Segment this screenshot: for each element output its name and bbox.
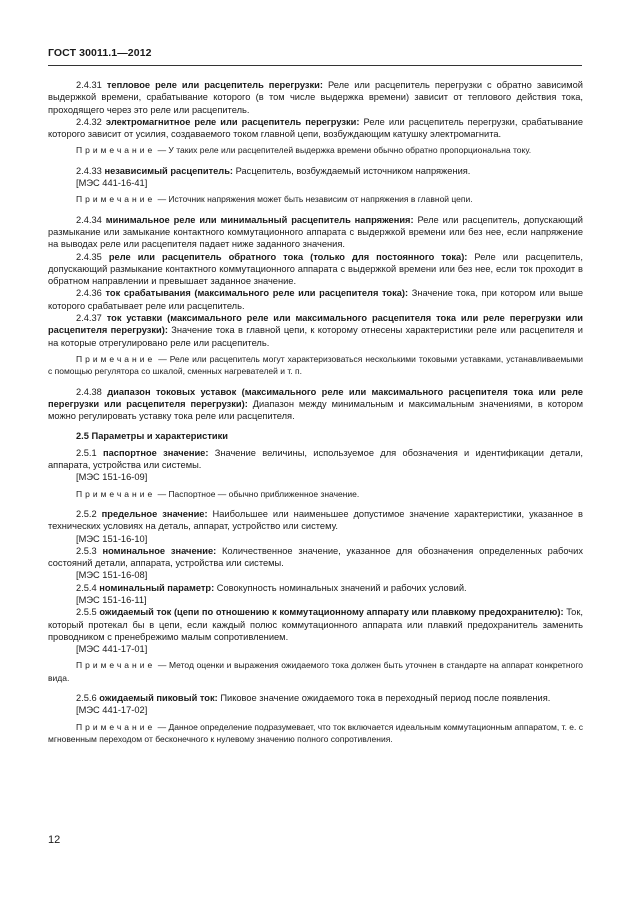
note: Примечание — Источник напряжения может быть независим от напряжения в главной цепи.	[76, 194, 473, 205]
reference: [МЭС 441-17-02]	[76, 705, 148, 716]
note: Примечание — Реле или расцепитель могут характеризоваться несколькими токовыми уставками, устанавливаемыми с помощью регулятора со шкалой, сменных нагревателей и т. п.	[48, 353, 583, 377]
document-body	[48, 79, 583, 745]
reference: [МЭС 151-16-11]	[76, 594, 147, 605]
clause-2-4-31: 2.4.31 тепловое реле или расцепитель перегрузки: Реле или расцепитель перегрузки с обратно зависимой выдержкой времени, срабатывание которого (в том числе выдержка времени) зависит от теплового действия тока, проходящего через это реле или расцепитель.	[48, 80, 583, 115]
reference: [МЭС 151-16-10]	[76, 533, 148, 544]
clause-2-5-6: 2.5.6 ожидаемый пиковый ток: Пиковое значение ожидаемого тока в переходный период после появления.	[76, 693, 551, 704]
clause-2-5-5: 2.5.5 ожидаемый ток (цепи по отношению к коммутационному аппарату или плавкому предохранителю): Ток, который протекал бы в цепи, если каждый полюс коммутационного аппарата или плавкий предохранитель заменить проводником с пренебрежимо малым сопротивлением.	[48, 607, 583, 642]
clause-2-5-4: 2.5.4 номинальный параметр: Совокупность номинальных значений и рабочих условий.	[76, 582, 467, 593]
note: Примечание — Метод оценки и выражения ожидаемого тока должен быть уточнен в стандарте на аппарат конкретного вида.	[48, 660, 583, 683]
document-header: ГОСТ 30011.1—2012	[48, 47, 152, 59]
clause-2-5-3: 2.5.3 номинальное значение: Количественное значение, указанное для обозначения определенных рабочих состояний детали, аппарата, устройства или системы.	[48, 545, 583, 569]
clause-2-4-38: 2.4.38 диапазон токовых уставок (максимального реле или максимального расцепителя тока или реле перегрузки или расцепителя перегрузки): Диапазон между минимальным и максимальным значениями, в котором можно регулировать уставку тока реле или расцепителя.	[48, 386, 583, 422]
reference: [МЭС 441-16-41]	[76, 178, 148, 189]
section-heading: 2.5 Параметры и характеристики	[76, 431, 228, 442]
clause-2-4-34: 2.4.34 минимальное реле или минимальный расцепитель напряжения: Реле или расцепитель, допускающий размыкание или замыкание контактного коммутационного аппарата с выдержкой времени или без нее, если напряжение на выводах реле или расцепителя падает ниже заданного значения.	[48, 214, 583, 250]
reference: [МЭС 151-16-08]	[76, 570, 148, 581]
clause-2-4-37: 2.4.37 ток уставки (максимального реле или максимального расцепителя тока или реле перегрузки или расцепителя перегрузки): Значение тока в главной цепи, к которому отнесены характеристики реле или расцепителя и на которые отрегулировано реле или расцепитель.	[48, 313, 583, 348]
note: Примечание — Паспортное — обычно приближенное значение.	[76, 488, 360, 499]
note: Примечание — У таких реле или расцепителей выдержка времени обычно обратно пропорциональна току.	[76, 145, 532, 156]
note: Примечание — Данное определение подразумевает, что ток включается идеальным коммутационным аппаратом, т. е. с мгновенным переходом от бесконечного к нулевому значению полного сопротивления.	[48, 721, 583, 744]
page-number: 12	[48, 834, 61, 846]
reference: [МЭС 151-16-09]	[76, 472, 148, 483]
clause-2-4-35: 2.4.35 реле или расцепитель обратного тока (только для постоянного тока): Реле или расцепитель, допускающий размыкание контактного коммутационного аппарата с выдержкой времени или без нее, если ток проходит в обратном направлении и превышает заданное значение.	[48, 251, 583, 287]
clause-2-4-33: 2.4.33 независимый расцепитель: Расцепитель, возбуждаемый источником напряжения.	[76, 165, 471, 176]
header-rule	[48, 65, 582, 66]
reference: [МЭС 441-17-01]	[76, 644, 148, 655]
clause-2-5-1: 2.5.1 паспортное значение: Значение величины, используемое для обозначения и идентификации детали, аппарата, устройства или системы.	[48, 447, 583, 471]
clause-2-4-36: 2.4.36 ток срабатывания (максимального реле или расцепителя тока): Значение тока, при котором или выше которого срабатывает реле или расцепитель.	[48, 288, 583, 311]
clause-2-5-2: 2.5.2 предельное значение: Наибольшее или наименьшее допустимое значение характеристики, указанное в технических условиях на деталь, аппарат, устройство или систему.	[48, 508, 583, 532]
clause-2-4-32: 2.4.32 электромагнитное реле или расцепитель перегрузки: Реле или расцепитель перегрузки, срабатывание которого зависит от усилия, создаваемого током главной цепи, возбуждающим катушку электромагнита.	[48, 116, 583, 140]
